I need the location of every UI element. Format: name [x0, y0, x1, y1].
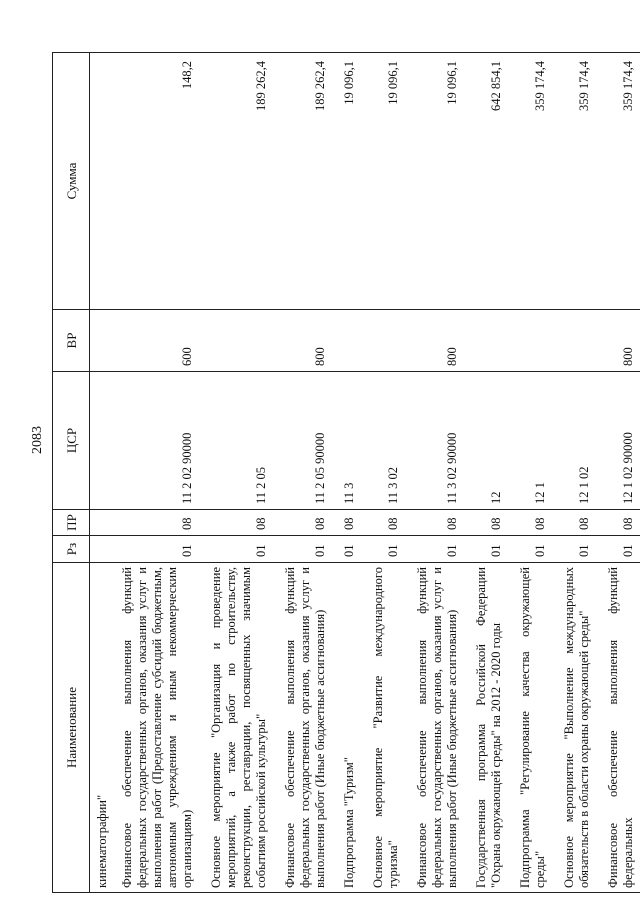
row-csr: 12 1 02	[554, 372, 598, 510]
row-name: Государственная программа Российской Федерации "Охрана окружающей среды" на 2012 - 2020 годы	[466, 563, 510, 893]
row-sum: 19 096,1	[363, 53, 407, 310]
table-row	[90, 53, 112, 893]
row-name: Финансовое обеспечение выполнения функций федеральных государственных органов, оказания услуг и выполнения работ (Иные бюджетные ассигнования)	[407, 563, 466, 893]
row-name: кинематографии"	[90, 563, 112, 893]
budget-table	[52, 52, 640, 893]
table-row	[363, 53, 407, 893]
row-pr: 08	[407, 510, 466, 536]
row-pr	[90, 510, 112, 536]
row-sum: 19 096,1	[334, 53, 363, 310]
header-rz: Рз	[53, 536, 90, 563]
row-name: Подпрограмма "Туризм"	[334, 563, 363, 893]
row-sum: 359 174,4	[598, 53, 640, 310]
row-vr	[334, 310, 363, 372]
row-vr: 800	[407, 310, 466, 372]
row-sum: 642 854,1	[466, 53, 510, 310]
row-vr: 600	[112, 310, 201, 372]
row-rz: 01	[275, 536, 334, 563]
row-rz: 01	[407, 536, 466, 563]
row-vr: 800	[598, 310, 640, 372]
header-vr: ВР	[53, 310, 90, 372]
row-rz: 01	[334, 536, 363, 563]
table-row	[334, 53, 363, 893]
row-rz: 01	[554, 536, 598, 563]
rotated-page-content	[52, 53, 635, 893]
row-pr: 08	[275, 510, 334, 536]
table-row	[407, 53, 466, 893]
row-sum: 19 096,1	[407, 53, 466, 310]
header-sum: Сумма	[53, 53, 90, 310]
row-sum: 359 174,4	[510, 53, 554, 310]
row-vr	[90, 310, 112, 372]
table-row	[275, 53, 334, 893]
row-vr	[363, 310, 407, 372]
header-pr: ПР	[53, 510, 90, 536]
row-pr: 08	[112, 510, 201, 536]
table-row	[554, 53, 598, 893]
row-csr: 11 3	[334, 372, 363, 510]
row-rz: 01	[201, 536, 275, 563]
row-vr	[554, 310, 598, 372]
row-sum: 359 174,4	[554, 53, 598, 310]
row-csr: 12 1 02 90000	[598, 372, 640, 510]
row-pr: 08	[334, 510, 363, 536]
row-pr: 08	[510, 510, 554, 536]
row-name: Подпрограмма "Регулирование качества окружающей среды"	[510, 563, 554, 893]
table-row	[598, 53, 640, 893]
row-csr: 12 1	[510, 372, 554, 510]
row-csr: 12	[466, 372, 510, 510]
row-vr	[466, 310, 510, 372]
table-header-row	[53, 53, 90, 893]
row-pr: 08	[554, 510, 598, 536]
row-csr: 11 3 02	[363, 372, 407, 510]
row-pr: 08	[598, 510, 640, 536]
table-row	[466, 53, 510, 893]
table-row	[112, 53, 201, 893]
header-name: Наименование	[53, 563, 90, 893]
row-csr: 11 2 02 90000	[112, 372, 201, 510]
row-rz: 01	[112, 536, 201, 563]
row-pr: 08	[466, 510, 510, 536]
row-csr: 11 3 02 90000	[407, 372, 466, 510]
row-rz: 01	[363, 536, 407, 563]
row-rz: 01	[598, 536, 640, 563]
row-csr: 11 2 05	[201, 372, 275, 510]
row-vr	[510, 310, 554, 372]
row-sum: 189 262,4	[275, 53, 334, 310]
header-csr: ЦСР	[53, 372, 90, 510]
row-vr: 800	[275, 310, 334, 372]
row-sum: 148,2	[112, 53, 201, 310]
row-pr: 08	[201, 510, 275, 536]
row-sum	[90, 53, 112, 310]
row-name: Финансовое обеспечение выполнения функций федеральных государственных органов, оказания услуг и выполнения работ (Предоставление субсидий бюджетным, автономным учреждениям и иным некоммерческим организациям)	[112, 563, 201, 893]
row-name: Основное мероприятие "Организация и проведение мероприятий, а также работ по строительству, реконструкции, реставрации, посвященных значимым событиям российской культуры"	[201, 563, 275, 893]
row-vr	[201, 310, 275, 372]
row-name: Основное мероприятие "Выполнение международных обязательств в области охраны окружающей среды"	[554, 563, 598, 893]
row-rz: 01	[510, 536, 554, 563]
row-pr: 08	[363, 510, 407, 536]
row-rz	[90, 536, 112, 563]
row-csr	[90, 372, 112, 510]
table-row	[201, 53, 275, 893]
table-row	[510, 53, 554, 893]
row-name: Финансовое обеспечение выполнения функций федеральных государственных органов, оказания услуг и выполнения работ (Иные бюджетные ассигнования)	[275, 563, 334, 893]
row-name: Финансовое обеспечение выполнения функций федеральных	[598, 563, 640, 893]
row-name: Основное мероприятие "Развитие международного туризма"	[363, 563, 407, 893]
row-sum: 189 262,4	[201, 53, 275, 310]
row-rz: 01	[466, 536, 510, 563]
row-csr: 11 2 05 90000	[275, 372, 334, 510]
page-number: 2083	[30, 426, 45, 454]
